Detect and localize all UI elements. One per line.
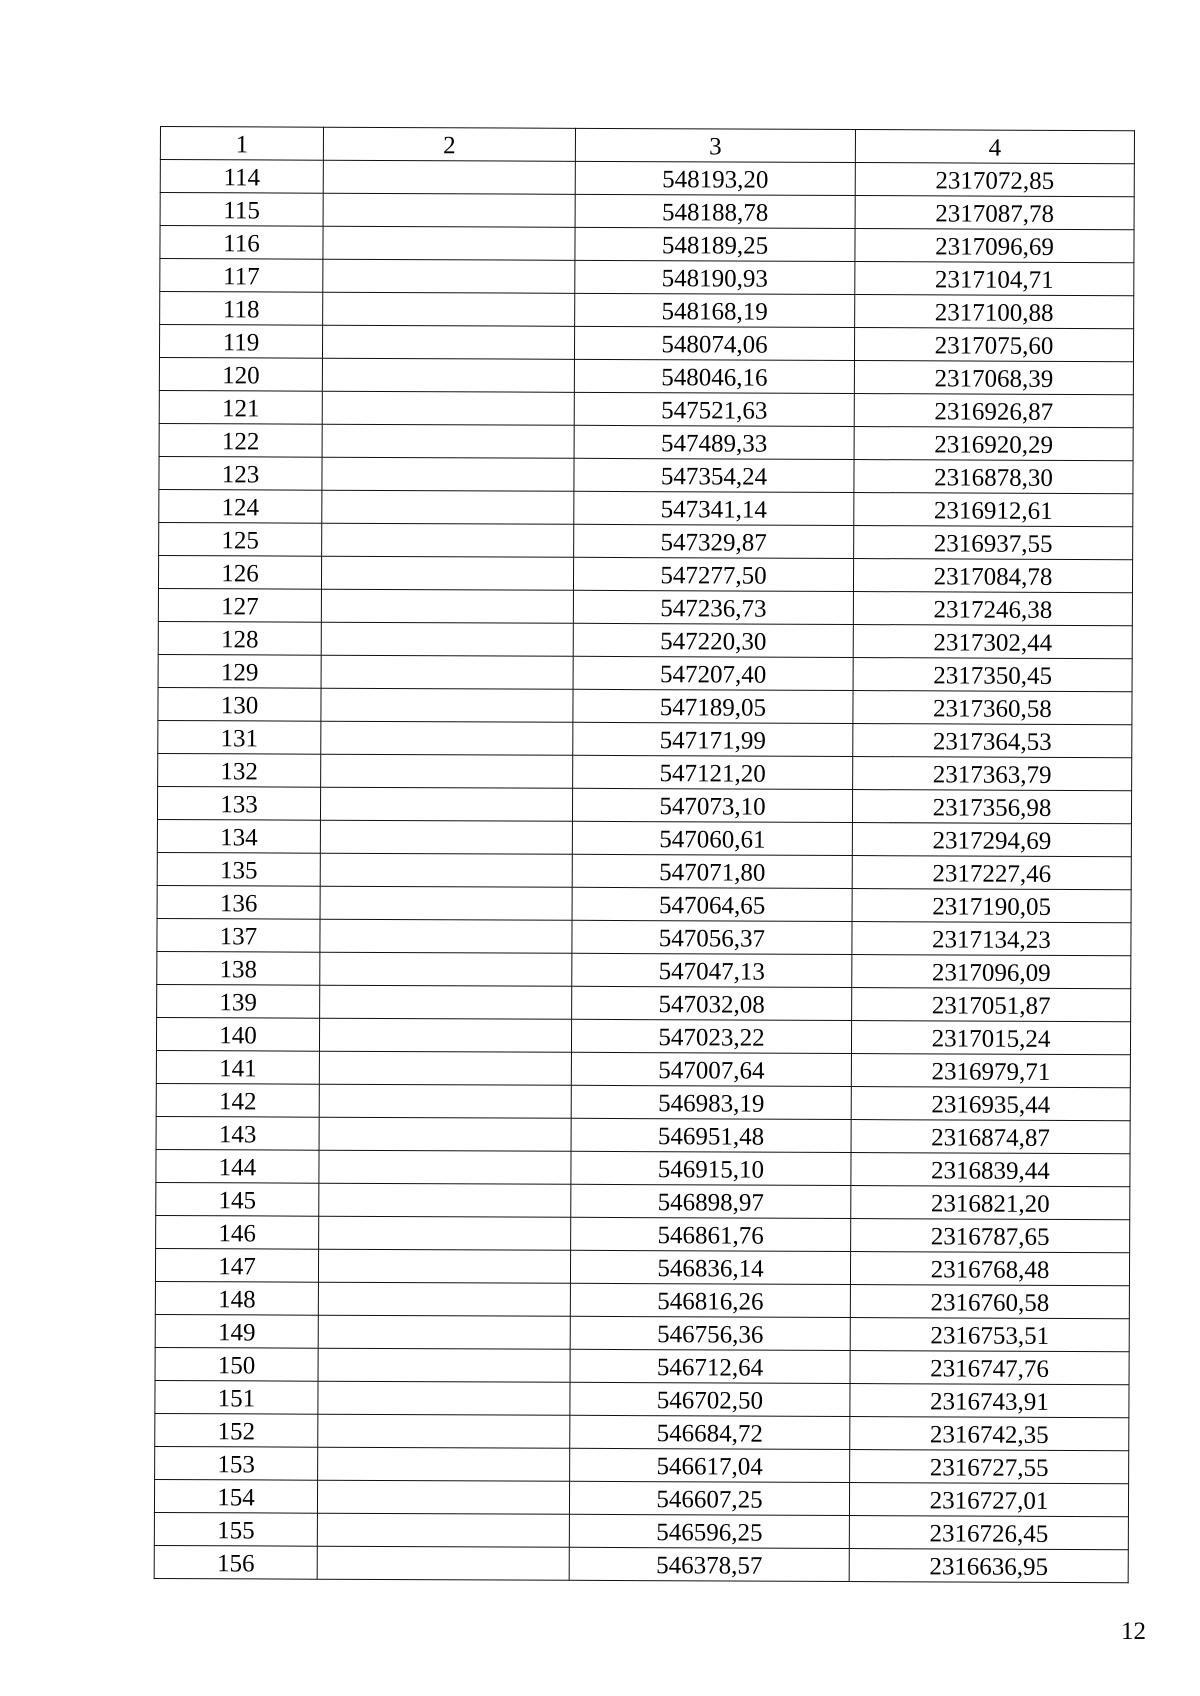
cell-point-number: 147: [155, 1248, 318, 1282]
cell-description: [322, 490, 574, 524]
cell-description: [321, 688, 573, 722]
table-row: [157, 786, 1131, 823]
cell-description: [318, 1447, 570, 1481]
cell-point-number: 141: [156, 1050, 319, 1084]
table-row: [155, 1314, 1129, 1351]
cell-point-number: 151: [155, 1380, 318, 1414]
table-row: [158, 753, 1132, 790]
cell-coord-x: 547032,08: [572, 986, 852, 1020]
table-row: [160, 259, 1134, 296]
cell-coord-x: 546607,25: [569, 1481, 849, 1515]
cell-coord-x: 547056,37: [572, 920, 852, 954]
table-row: [157, 852, 1131, 889]
cell-description: [319, 1150, 571, 1184]
cell-description: [322, 457, 574, 491]
cell-coord-x: 546684,72: [570, 1415, 850, 1449]
cell-coord-x: 546898,97: [571, 1184, 851, 1218]
cell-coord-y: 2316768,48: [850, 1252, 1129, 1286]
cell-coord-x: 547171,99: [573, 722, 853, 756]
cell-coord-y: 2316839,44: [851, 1153, 1130, 1187]
table-row: [156, 1050, 1130, 1087]
cell-point-number: 143: [156, 1116, 319, 1150]
cell-description: [323, 226, 575, 260]
cell-description: [317, 1513, 569, 1547]
table-row: [160, 193, 1134, 230]
cell-coord-y: 2316874,87: [851, 1120, 1130, 1154]
cell-coord-y: 2317190,05: [852, 889, 1131, 923]
cell-description: [322, 325, 574, 359]
cell-coord-x: 547277,50: [573, 557, 853, 591]
cell-description: [320, 952, 572, 986]
cell-coord-x: 546378,57: [569, 1547, 849, 1581]
cell-coord-x: 546983,19: [571, 1085, 851, 1119]
table-row: [156, 1083, 1130, 1120]
cell-point-number: 118: [160, 292, 323, 326]
cell-description: [318, 1381, 570, 1415]
cell-coord-y: 2317363,79: [853, 757, 1132, 791]
cell-coord-y: 2317051,87: [852, 988, 1131, 1022]
cell-coord-y: 2317072,85: [855, 163, 1134, 197]
cell-point-number: 116: [160, 226, 323, 260]
cell-coord-y: 2316926,87: [854, 394, 1133, 428]
cell-coord-y: 2317075,60: [854, 328, 1133, 362]
cell-coord-y: 2316747,76: [850, 1351, 1129, 1385]
cell-description: [317, 1480, 569, 1514]
cell-description: [320, 886, 572, 920]
cell-description: [319, 1183, 571, 1217]
cell-coord-x: 547236,73: [573, 590, 853, 624]
table-row: [159, 325, 1133, 362]
cell-point-number: 120: [159, 357, 322, 391]
table-row: [157, 951, 1131, 988]
table-row: [155, 1281, 1129, 1318]
cell-coord-y: 2317364,53: [853, 724, 1132, 758]
cell-coord-x: 547189,05: [573, 689, 853, 723]
cell-description: [321, 589, 573, 623]
cell-description: [321, 556, 573, 590]
cell-point-number: 140: [156, 1017, 319, 1051]
cell-coord-x: 547060,61: [572, 821, 852, 855]
cell-point-number: 144: [156, 1149, 319, 1183]
cell-coord-y: 2317104,71: [855, 262, 1134, 296]
cell-coord-y: 2316937,55: [854, 526, 1133, 560]
table-row: [155, 1248, 1129, 1285]
cell-coord-x: 548074,06: [574, 326, 854, 360]
cell-coord-y: 2316912,61: [854, 493, 1133, 527]
table-row: [158, 621, 1132, 658]
cell-coord-x: 546702,50: [570, 1382, 850, 1416]
cell-coord-y: 2317134,23: [852, 922, 1131, 956]
cell-coord-x: 546756,36: [570, 1316, 850, 1350]
header-row: [160, 127, 1134, 164]
cell-point-number: 121: [159, 390, 322, 424]
cell-coord-x: 546836,14: [570, 1250, 850, 1284]
cell-coord-x: 548190,93: [575, 260, 855, 294]
cell-description: [317, 1546, 569, 1580]
cell-coord-y: 2317100,88: [855, 295, 1134, 329]
cell-point-number: 124: [159, 489, 322, 523]
cell-coord-x: 546951,48: [571, 1118, 851, 1152]
cell-description: [321, 655, 573, 689]
cell-point-number: 153: [155, 1446, 318, 1480]
table-row: [158, 588, 1132, 625]
cell-coord-x: 547329,87: [574, 524, 854, 558]
cell-coord-x: 547007,64: [571, 1052, 851, 1086]
cell-coord-y: 2317087,78: [855, 196, 1134, 230]
cell-coord-y: 2316787,65: [851, 1219, 1130, 1253]
cell-point-number: 128: [158, 621, 321, 655]
table-row: [158, 555, 1132, 592]
cell-coord-y: 2316743,91: [850, 1384, 1129, 1418]
cell-description: [318, 1348, 570, 1382]
cell-coord-y: 2316920,29: [854, 427, 1133, 461]
cell-description: [322, 424, 574, 458]
table-row: [159, 522, 1133, 559]
table-header: [160, 127, 1134, 164]
cell-coord-y: 2317068,39: [854, 361, 1133, 395]
cell-coord-x: 547489,33: [574, 425, 854, 459]
cell-coord-x: 548168,19: [575, 293, 855, 327]
cell-coord-y: 2316727,55: [850, 1450, 1129, 1484]
cell-coord-x: 548189,25: [575, 227, 855, 261]
table-row: [159, 456, 1133, 493]
cell-coord-y: 2316727,01: [849, 1483, 1128, 1517]
cell-description: [319, 1051, 571, 1085]
table-row: [156, 1149, 1130, 1186]
cell-point-number: 132: [158, 753, 321, 787]
cell-coord-x: 546915,10: [571, 1151, 851, 1185]
cell-coord-y: 2316821,20: [851, 1186, 1130, 1220]
cell-description: [318, 1249, 570, 1283]
cell-coord-y: 2316636,95: [849, 1549, 1128, 1583]
page-number: 12: [1121, 1618, 1146, 1645]
cell-point-number: 139: [157, 984, 320, 1018]
cell-description: [321, 754, 573, 788]
cell-coord-y: 2317096,69: [855, 229, 1134, 263]
cell-coord-x: 548193,20: [575, 161, 855, 195]
cell-description: [323, 193, 575, 227]
cell-coord-x: 547023,22: [571, 1019, 851, 1053]
cell-point-number: 129: [158, 654, 321, 688]
cell-point-number: 122: [159, 423, 322, 457]
cell-point-number: 152: [155, 1413, 318, 1447]
cell-description: [320, 787, 572, 821]
cell-point-number: 119: [159, 325, 322, 359]
cell-coord-x: 547064,65: [572, 887, 852, 921]
table-row: [155, 1347, 1129, 1384]
cell-point-number: 115: [160, 193, 323, 227]
table-row: [159, 357, 1133, 394]
table-body: [154, 160, 1134, 1583]
table-row: [154, 1479, 1128, 1516]
cell-coord-y: 2317084,78: [853, 559, 1132, 593]
cell-coord-x: 546861,76: [571, 1217, 851, 1251]
cell-coord-x: 547354,24: [574, 458, 854, 492]
table-row: [159, 489, 1133, 526]
table-row: [157, 885, 1131, 922]
cell-coord-x: 547207,40: [573, 656, 853, 690]
coordinates-table: [154, 126, 1135, 1583]
cell-coord-x: 546596,25: [569, 1514, 849, 1548]
cell-point-number: 135: [157, 852, 320, 886]
cell-description: [319, 1018, 571, 1052]
cell-coord-x: 547047,13: [572, 953, 852, 987]
cell-description: [319, 1216, 571, 1250]
cell-description: [323, 160, 575, 194]
table-row: [154, 1545, 1128, 1582]
cell-point-number: 148: [155, 1281, 318, 1315]
cell-description: [322, 523, 574, 557]
cell-coord-y: 2316878,30: [854, 460, 1133, 494]
cell-description: [322, 358, 574, 392]
cell-description: [323, 259, 575, 293]
cell-coord-x: 548188,78: [575, 194, 855, 228]
cell-description: [319, 1117, 571, 1151]
cell-description: [319, 1084, 571, 1118]
cell-point-number: 133: [157, 786, 320, 820]
table-row: [155, 1413, 1129, 1450]
header-col-2: 2: [323, 127, 575, 161]
cell-description: [321, 721, 573, 755]
cell-description: [318, 1315, 570, 1349]
cell-point-number: 155: [154, 1512, 317, 1546]
table-row: [156, 1215, 1130, 1252]
cell-description: [318, 1414, 570, 1448]
cell-coord-y: 2317360,58: [853, 691, 1132, 725]
cell-coord-y: 2317246,38: [853, 592, 1132, 626]
cell-coord-y: 2317227,46: [852, 856, 1131, 890]
cell-point-number: 156: [154, 1545, 317, 1579]
cell-coord-x: 548046,16: [574, 359, 854, 393]
cell-point-number: 154: [154, 1479, 317, 1513]
cell-point-number: 150: [155, 1347, 318, 1381]
cell-point-number: 134: [157, 819, 320, 853]
cell-coord-x: 547341,14: [574, 491, 854, 525]
cell-coord-y: 2317096,09: [852, 955, 1131, 989]
cell-coord-x: 547073,10: [572, 788, 852, 822]
cell-coord-y: 2316753,51: [850, 1318, 1129, 1352]
table-row: [160, 226, 1134, 263]
header-col-1: 1: [160, 127, 323, 161]
cell-coord-x: 547220,30: [573, 623, 853, 657]
table-row: [158, 687, 1132, 724]
cell-point-number: 127: [158, 588, 321, 622]
cell-coord-y: 2317302,44: [853, 625, 1132, 659]
table-row: [156, 1017, 1130, 1054]
table-row: [160, 292, 1134, 329]
table-row: [156, 1182, 1130, 1219]
table-row: [159, 390, 1133, 427]
header-col-4: 4: [855, 130, 1134, 164]
cell-description: [323, 292, 575, 326]
cell-point-number: 130: [158, 687, 321, 721]
table-row: [157, 819, 1131, 856]
cell-point-number: 123: [159, 456, 322, 490]
cell-coord-x: 547071,80: [572, 854, 852, 888]
table-row: [154, 1512, 1128, 1549]
cell-coord-y: 2317015,24: [851, 1021, 1130, 1055]
cell-coord-y: 2316760,58: [850, 1285, 1129, 1319]
cell-point-number: 145: [156, 1182, 319, 1216]
cell-coord-y: 2317294,69: [852, 823, 1131, 857]
cell-description: [321, 622, 573, 656]
cell-coord-x: 547521,63: [574, 392, 854, 426]
cell-point-number: 138: [157, 951, 320, 985]
cell-description: [322, 391, 574, 425]
cell-description: [320, 853, 572, 887]
table-row: [159, 423, 1133, 460]
table-row: [157, 918, 1131, 955]
table-row: [155, 1446, 1129, 1483]
cell-point-number: 137: [157, 918, 320, 952]
cell-point-number: 126: [158, 555, 321, 589]
cell-coord-y: 2317356,98: [852, 790, 1131, 824]
cell-coord-y: 2316935,44: [851, 1087, 1130, 1121]
table-row: [155, 1380, 1129, 1417]
table-row: [158, 654, 1132, 691]
cell-point-number: 114: [160, 160, 323, 194]
cell-coord-x: 547121,20: [573, 755, 853, 789]
cell-description: [320, 919, 572, 953]
cell-point-number: 149: [155, 1314, 318, 1348]
cell-point-number: 117: [160, 259, 323, 293]
cell-point-number: 131: [158, 720, 321, 754]
cell-coord-y: 2316726,45: [849, 1516, 1128, 1550]
cell-point-number: 146: [156, 1215, 319, 1249]
header-col-3: 3: [575, 128, 855, 162]
table-row: [158, 720, 1132, 757]
cell-coord-x: 546712,64: [570, 1349, 850, 1383]
cell-description: [320, 985, 572, 1019]
cell-description: [318, 1282, 570, 1316]
cell-coord-y: 2316742,35: [850, 1417, 1129, 1451]
cell-point-number: 142: [156, 1083, 319, 1117]
cell-coord-x: 546816,26: [570, 1283, 850, 1317]
cell-description: [320, 820, 572, 854]
table-row: [156, 1116, 1130, 1153]
cell-coord-y: 2317350,45: [853, 658, 1132, 692]
table-row: [160, 160, 1134, 197]
cell-point-number: 125: [159, 522, 322, 556]
cell-coord-y: 2316979,71: [851, 1054, 1130, 1088]
table-row: [157, 984, 1131, 1021]
cell-coord-x: 546617,04: [570, 1448, 850, 1482]
cell-point-number: 136: [157, 885, 320, 919]
